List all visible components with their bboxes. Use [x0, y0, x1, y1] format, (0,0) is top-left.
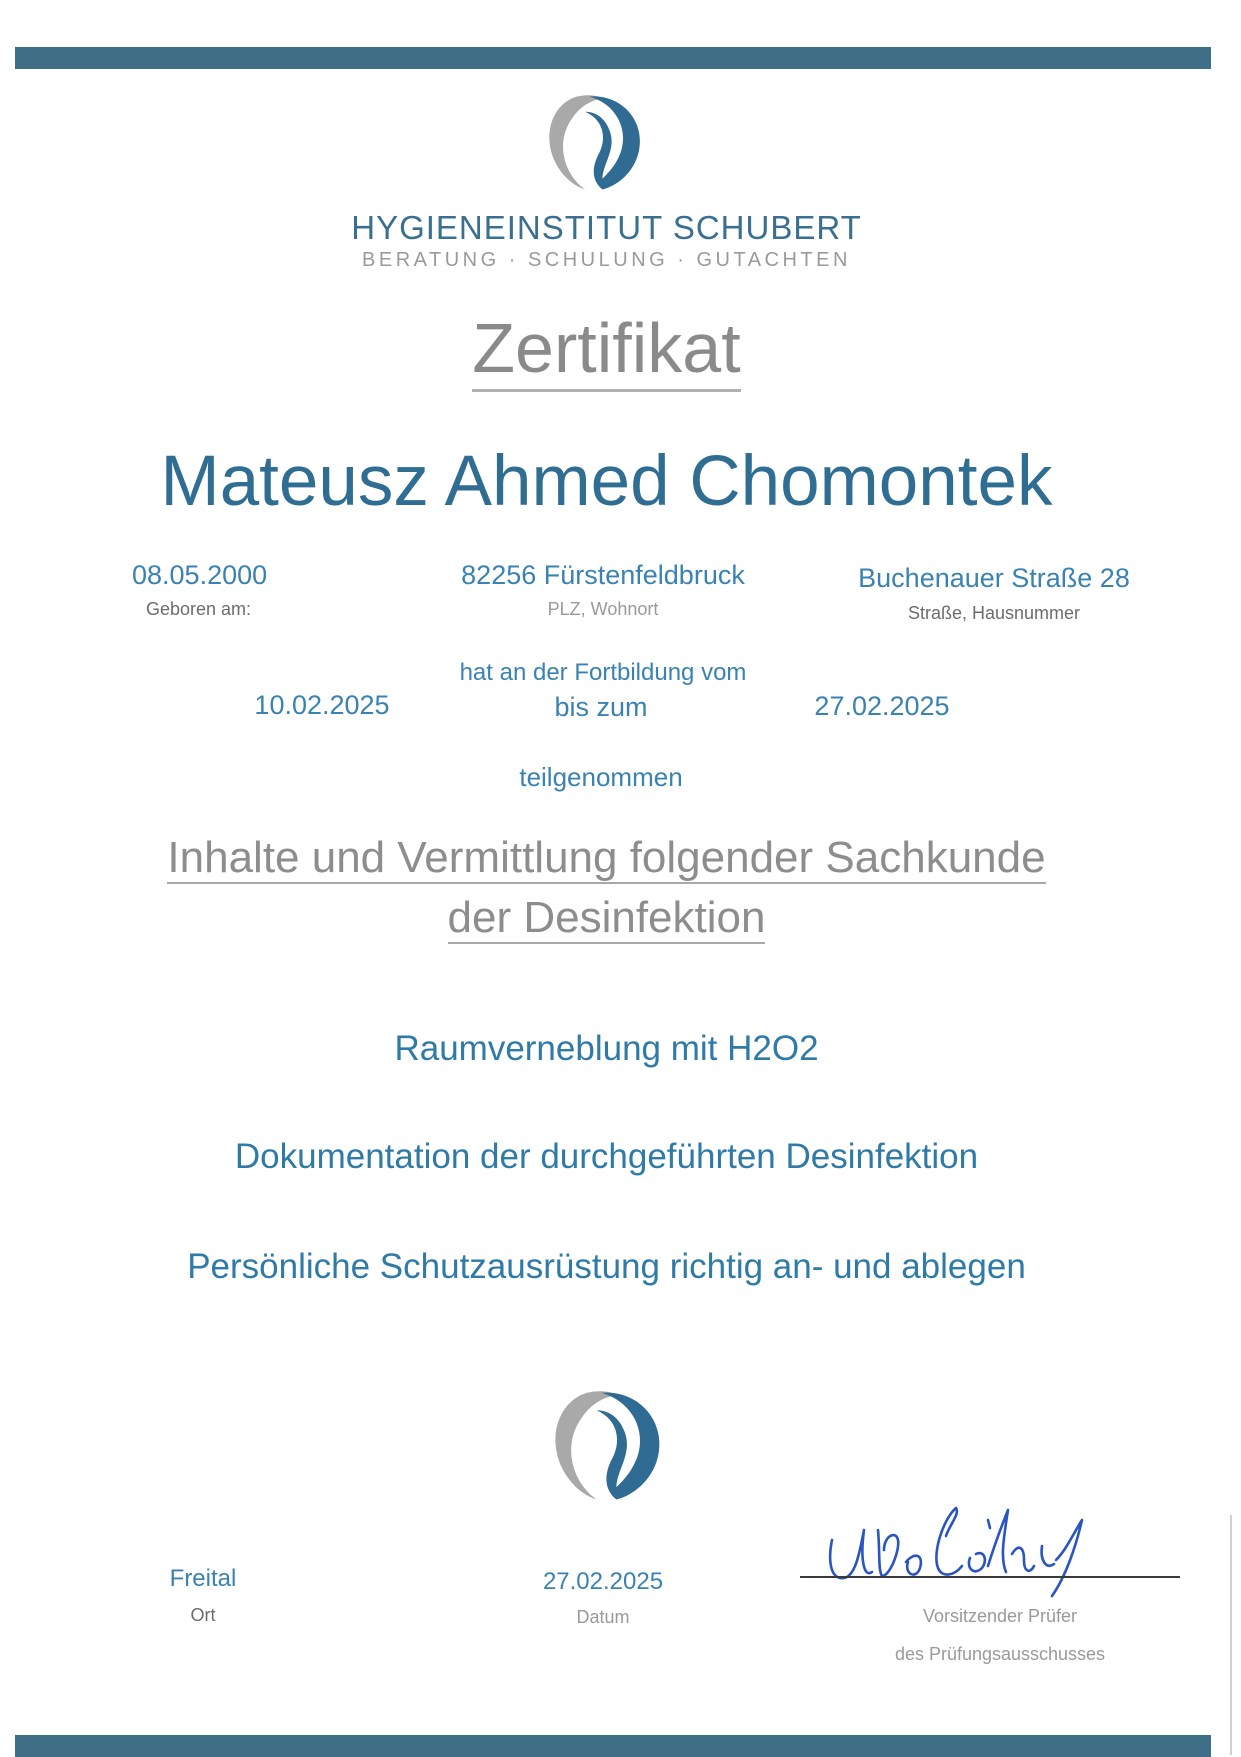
training-intro: hat an der Fortbildung vom	[459, 659, 747, 686]
city-value: 82256 Fürstenfeldbruck	[461, 560, 745, 590]
top-border-bar	[15, 47, 1211, 69]
course-topic: Dokumentation der durchgeführten Desinfektion	[234, 1137, 979, 1176]
participant-name: Mateusz Ahmed Chomontek	[160, 442, 1053, 521]
institute-tagline: BERATUNG · SCHULUNG · GUTACHTEN	[362, 249, 851, 271]
date-label: Datum	[576, 1607, 630, 1627]
course-heading-line2	[0, 893, 1213, 943]
date-value: 27.02.2025	[542, 1568, 664, 1595]
bottom-border-bar	[15, 1735, 1211, 1757]
institute-name: HYGIENEINSTITUT SCHUBERT	[351, 209, 862, 246]
place-label: Ort	[190, 1605, 216, 1625]
birth-date-label: Geboren am:	[146, 599, 252, 619]
signature-line	[800, 1576, 1180, 1578]
certificate-title-text: Zertifikat	[472, 309, 740, 392]
training-end-date: 27.02.2025	[814, 691, 950, 721]
institute-logo-icon	[540, 88, 652, 196]
participated-text: teilgenommen	[519, 762, 683, 792]
course-heading-line1-text: Inhalte und Vermittlung folgender Sachkunde	[167, 833, 1046, 882]
training-start-date: 10.02.2025	[254, 690, 390, 720]
birth-date-value: 08.05.2000	[132, 560, 268, 590]
course-topic: Raumverneblung mit H2O2	[394, 1029, 819, 1068]
scan-edge-line	[1230, 1515, 1232, 1755]
institute-logo-icon	[545, 1383, 673, 1507]
signer-title-line2: des Prüfungsausschusses	[894, 1644, 1106, 1664]
signature-image	[820, 1480, 1120, 1600]
course-heading-line1	[0, 833, 1213, 883]
course-topic: Persönliche Schutzausrüstung richtig an- und ablegen	[187, 1247, 1026, 1286]
place-value: Freital	[169, 1565, 237, 1592]
street-label: Straße, Hausnummer	[907, 603, 1081, 623]
city-label: PLZ, Wohnort	[547, 599, 659, 619]
certificate-title	[0, 308, 1213, 388]
course-heading-line2-text: der Desinfektion	[447, 893, 766, 942]
signer-title-line1: Vorsitzender Prüfer	[922, 1606, 1078, 1626]
street-value: Buchenauer Straße 28	[858, 563, 1130, 593]
training-until-label: bis zum	[554, 692, 648, 722]
